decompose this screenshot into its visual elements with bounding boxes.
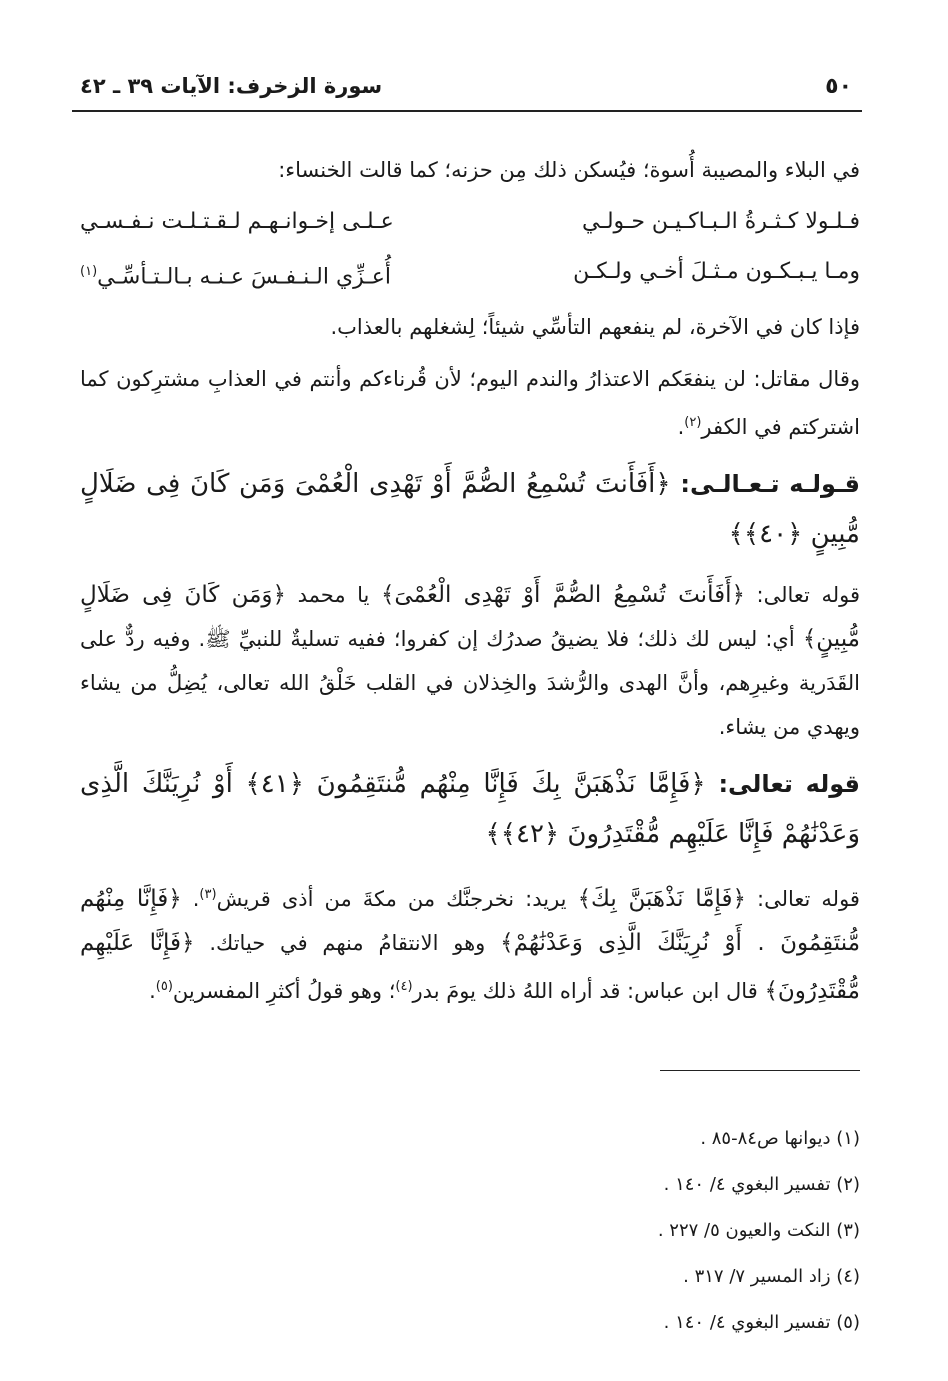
paragraph-commentary-40 [80,573,860,749]
verse-heading-label: قـولـه تـعـالـى: [680,470,860,499]
quran-verse: ﴿فَإِمَّا نَذْهَبَنَّ بِكَ فَإِنَّا مِنْهُم مُّنتَقِمُونَ ﴿٤١﴾ أَوْ نُرِيَنَّكَ الَّذِى وَعَدْنَٰهُمْ فَإِنَّا عَلَيْهِم مُّقْتَدِرُونَ ﴿٤٢﴾﴾ [80,769,860,850]
verse-heading-label: قوله تعالى: [718,770,860,799]
commentary-text: قال ابن عباس: قد أراه اللهُ ذلك يومَ بدر [412,979,758,1004]
poem-line-1-second-hemistich: عـلـى إخـوانـهـم لـقـتـلـت نـفـسـي [80,209,394,234]
footnote-ref: (٣) [199,887,217,903]
footnote-separator [660,1070,860,1071]
footnotes [80,1126,860,1356]
footnote-ref: (٤) [395,979,413,995]
poem-line-1 [80,200,860,244]
punctuation: . [677,415,685,440]
verse-heading-41-42 [80,759,860,859]
paragraph-intro: في البلاء والمصيبة أُسوة؛ فيُسكن ذلك مِن حزنه؛ كما قالت الخنساء: [278,158,860,182]
footnote-ref: (٥) [155,979,173,995]
page-header [72,70,862,112]
paragraph-muqatil [80,357,860,449]
quran-quote: ﴿أَفَأَنتَ تُسْمِعُ الصُّمَّ أَوْ تَهْدِى الْعُمْىَ﴾ [380,582,745,609]
quran-quote: ﴿فَإِمَّا نَذْهَبَنَّ بِكَ﴾ [577,886,747,913]
footnote-ref: (٢) [684,415,702,431]
commentary-lead: قوله تعالى: [756,583,860,608]
quran-verse: ﴿أَفَأَنتَ تُسْمِعُ الصُّمَّ أَوْ تَهْدِى الْعُمْىَ وَمَن كَانَ فِى ضَلَالٍ مُّبِينٍ ﴿٤٠﴾﴾ [80,469,860,550]
quran-quote: ﴿فَإِنَّا مِنْهُم مُّنتَقِمُونَ . أَوْ نُرِيَنَّكَ الَّذِى وَعَدْنَٰهُمْ﴾ [80,886,861,957]
paragraph-afterlife: فإذا كان في الآخرة، لم ينفعهم التأسِّي شيئاً؛ لِشغلهم بالعذاب. [330,315,860,340]
poem-line-2 [80,250,860,299]
commentary-text: ؛ وهو قولُ أكثرِ المفسرين [172,979,396,1004]
main-text [80,148,860,1021]
commentary-text: يريد: نخرجنَّك من مكةَ من أذى قريش [216,887,567,912]
quran-quote: ﴿فَإِنَّا عَلَيْهِم مُّقْتَدِرُونَ﴾ [80,930,860,1005]
running-title: سورة الزخرف: الآيات ٣٩ ـ ٤٢ [80,74,383,98]
footnote-1: (١) ديوانها ص٨٤-٨٥ . [700,1128,860,1149]
footnote-4: (٤) زاد المسير ٧/ ٣١٧ . [683,1266,860,1287]
paragraph-muqatil-text: وقال مقاتل: لن ينفعَكم الاعتذارُ والندم اليوم؛ لأن قُرناءكم وأنتم في العذابِ مشترِكون كما اشتركتم في الكفر [80,367,860,440]
footnote-ref: (١) [80,264,98,279]
commentary-text: يا محمد [297,583,370,608]
poem [80,200,860,299]
paragraph-commentary-41-42: قوله تعالى: ﴿فَإِمَّا نَذْهَبَنَّ بِكَ﴾ يريد: نخرجنَّك من مكةَ من أذى قريش$^{(٣)}$. ﴿فَإِنَّا مِنْهُم مُّنتَقِمُونَ . أَوْ نُرِيَنَّكَ الَّذِى وَعَدْنَٰهُمْ﴾ وهو الانتقامُ منهم في حياتك. ﴿فَإِنَّا عَلَيْهِم مُّقْتَدِرُونَ﴾ قال ابن عباس: قد أراه اللهُ ذلك يومَ بدر$^{(٤)}$؛ وهو قولُ أكثرِ المفسرين$^{(٥)}$. [80,886,861,1005]
commentary-text: وهو الانتقامُ منهم في حياتك. [209,931,486,956]
quran-quote: ﴿وَمَن كَانَ فِى ضَلَالٍ مُّبِينٍ﴾ [80,582,860,653]
punctuation: . [149,979,156,1004]
page-number: ٥٠ [825,74,852,99]
poem-line-2-second-hemistich [80,250,391,299]
poem-line-1-first-hemistich: فـلـولا كـثـرةُ الـبـاكـيـن حـولـي [582,209,860,234]
commentary-text: أي: ليس لك ذلك؛ فلا يضيقُ صدرُك إن كفروا؛ ففيه تسليةٌ للنبيِّ ﷺ. وفيه ردٌّ على القَدَرية وغيرِهم، وأنَّ الهدى والرُّشدَ والخِذلان في القلب خَلْقُ الله تعالى، يُضِلُّ من يشاء ويهدي من يشاء. [80,627,860,740]
footnote-5: (٥) تفسير البغوي ٤/ ١٤٠ . [663,1312,860,1333]
verse-heading-40 [80,459,860,559]
poem-line-2-first-hemistich: ومـا يـبـكـون مـثـلَ أخـي ولـكـن [573,259,860,284]
footnote-2: (٢) تفسير البغوي ٤/ ١٤٠ . [663,1174,860,1195]
footnote-3: (٣) النكت والعيون ٥/ ٢٢٧ . [657,1220,860,1241]
commentary-lead: قوله تعالى: [757,887,860,912]
poem-line-2-text: أُعـزِّي الـنـفـسَ عـنـه بـالـتـأسِّـي [97,264,392,290]
